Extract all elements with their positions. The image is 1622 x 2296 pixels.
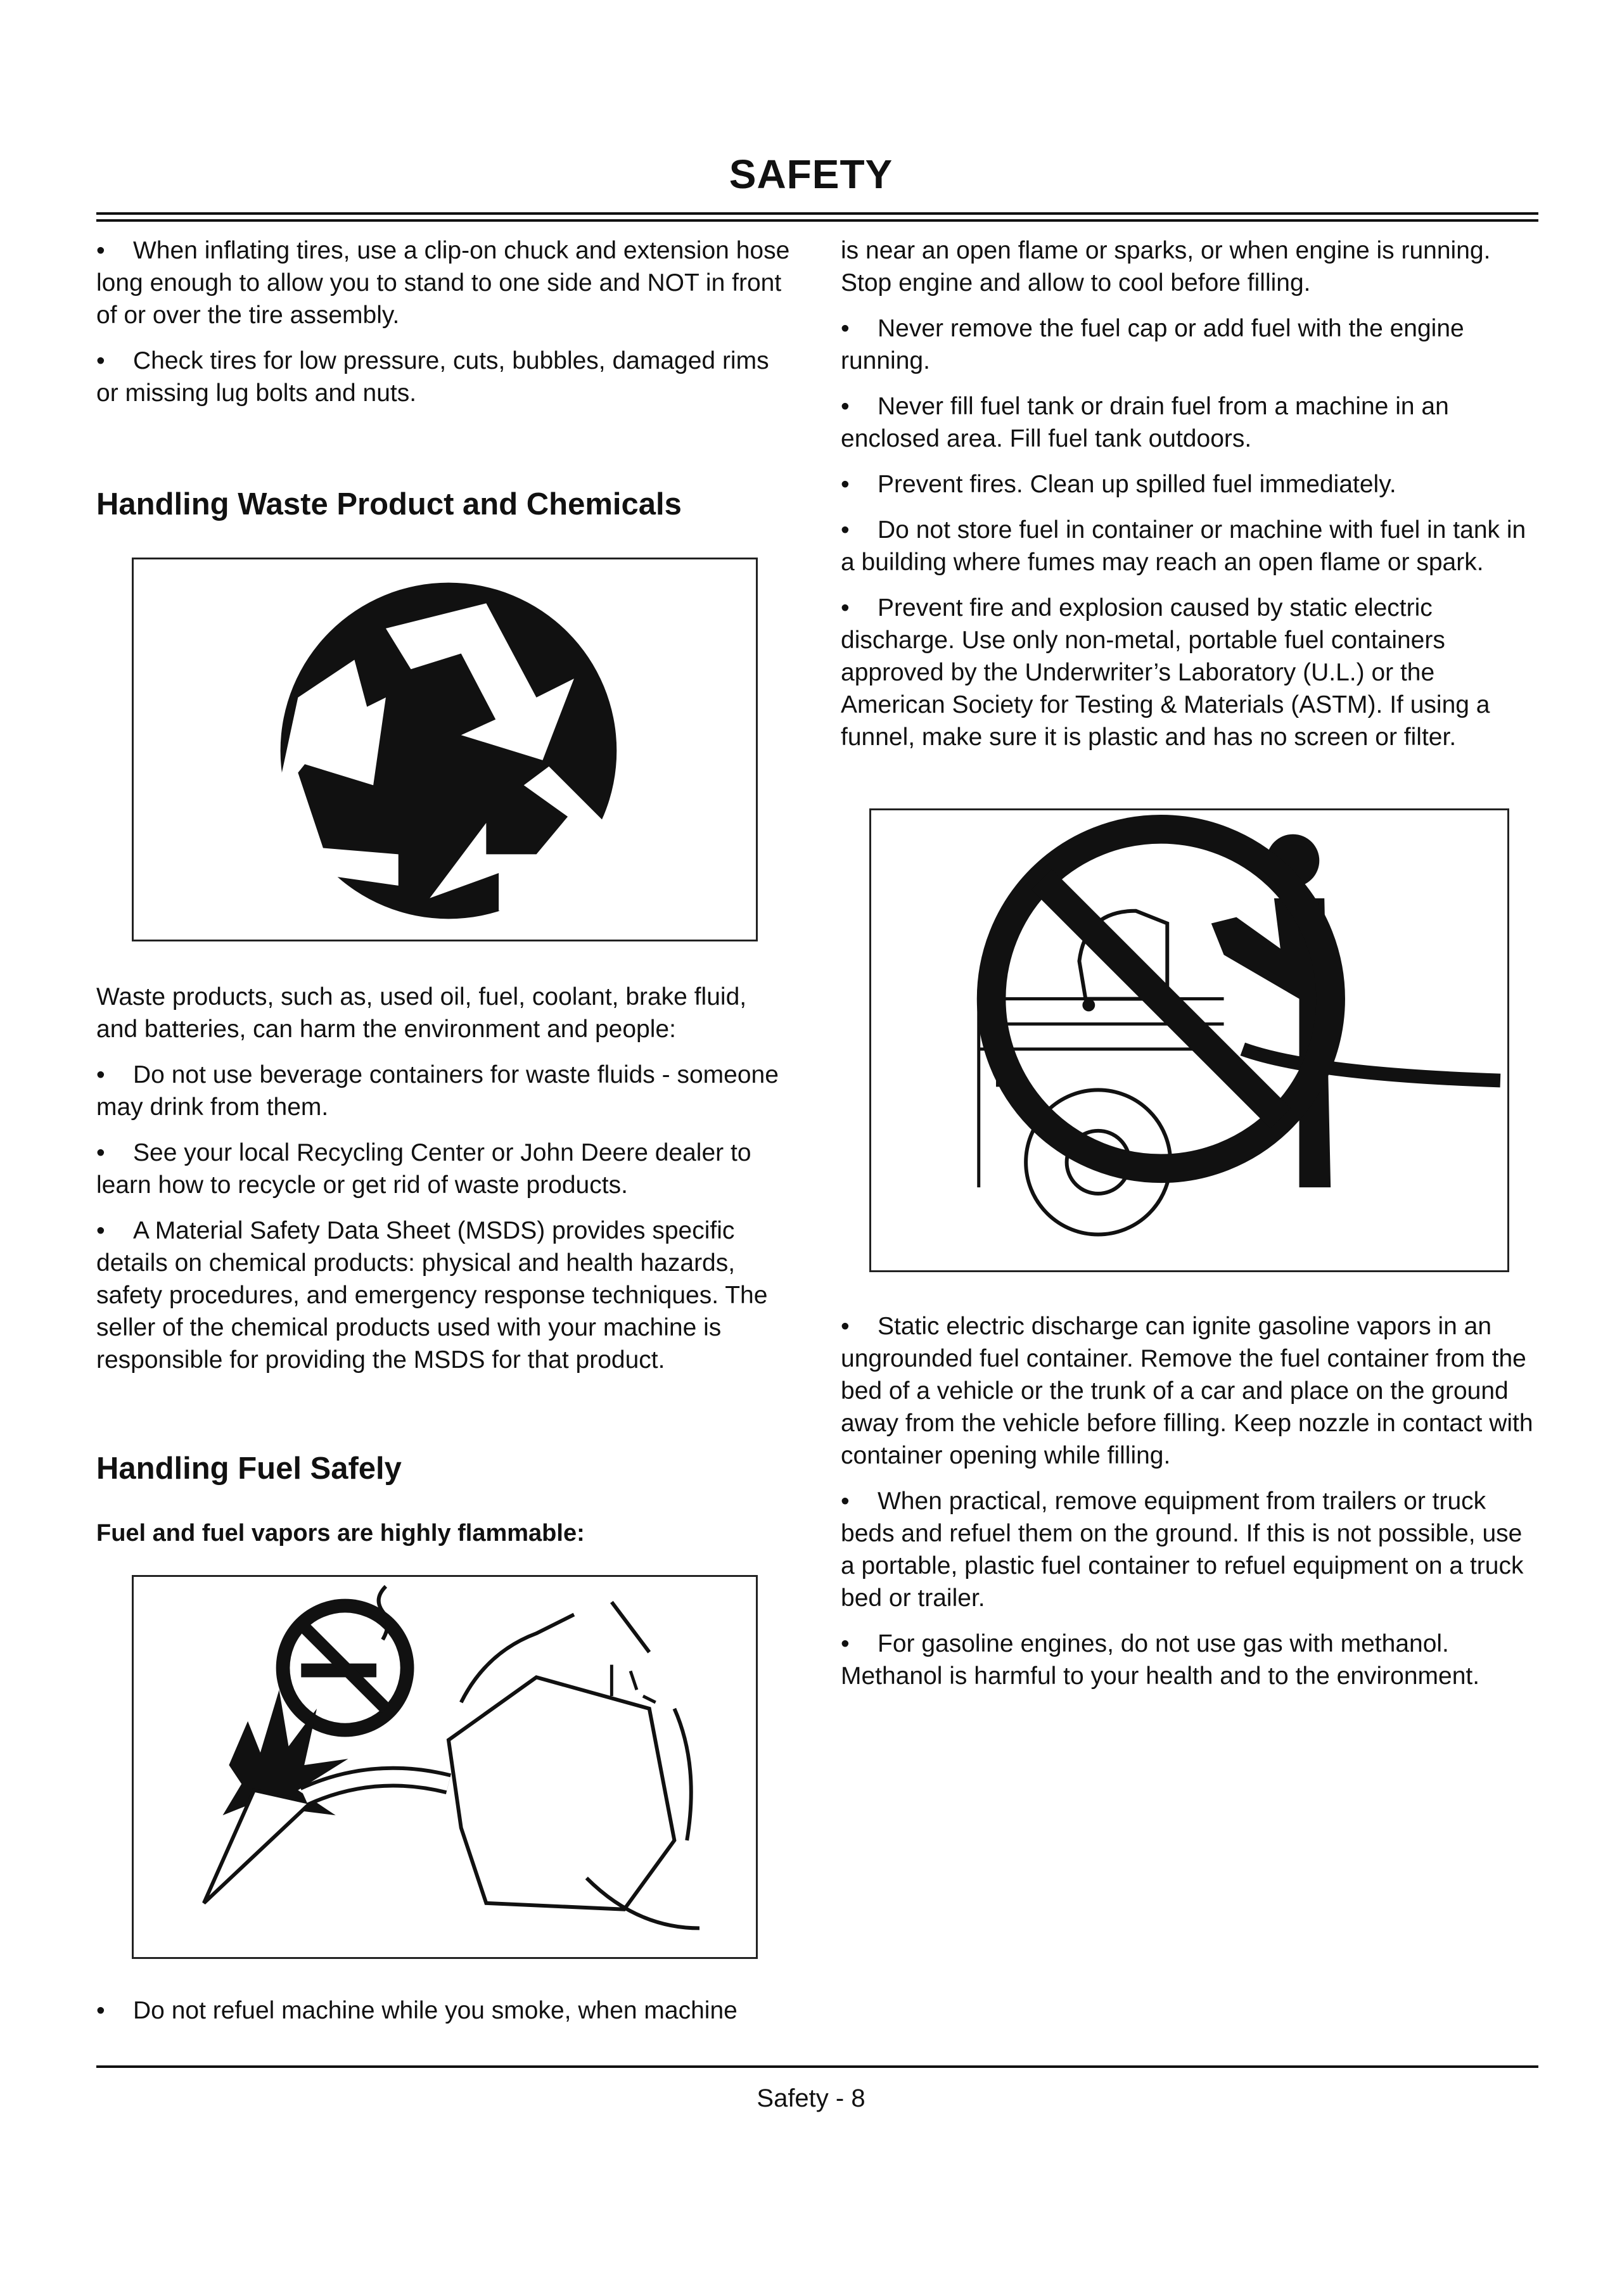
list-item: • Do not refuel machine while you smoke, when machine [96,1997,738,2024]
list-item: • When practical, remove equipment from trailers or truck beds and refuel them on the ground. If this is not possible, use a portable, plastic fuel container to refuel equipment on a truck bed or trailer. [841,1488,1524,1612]
waste-intro: Waste products, such as, used oil, fuel, coolant, brake fluid, and batteries, can harm the environment and people: [96,983,747,1043]
left-column [96,234,792,423]
recycle-icon [134,559,756,940]
list-item: • Check tires for low pressure, cuts, bubbles, damaged rims or missing lug bolts and nuts. [96,347,769,407]
list-item: • Prevent fires. Clean up spilled fuel immediately. [841,471,1396,498]
right-column [841,234,1536,767]
list-item: • Static electric discharge can ignite gasoline vapors in an ungrounded fuel container. Remove the fuel container from the bed of a vehicle or the trunk of a car and place on the ground away from the vehicle before filling. Keep nozzle in contact with container opening while filling. [841,1313,1533,1469]
footer-divider [96,2065,1538,2068]
list-item: • See your local Recycling Center or John Deere dealer to learn how to recycle or get rid of waste products. [96,1139,751,1199]
right-column-lower [841,1310,1536,1706]
section-heading-waste: Handling Waste Product and Chemicals [96,487,682,521]
list-item: • Never remove the fuel cap or add fuel with the engine running. [841,315,1464,374]
section-heading-fuel: Handling Fuel Safely [96,1451,402,1486]
no-smoking-icon [276,1586,414,1737]
list-item: • Never fill fuel tank or drain fuel from a machine in an enclosed area. Fill fuel tank outdoors. [841,393,1449,452]
fuel-subheading: Fuel and fuel vapors are highly flammable: [96,1520,585,1547]
header-divider [96,212,1538,222]
list-item: • Do not store fuel in container or machine with fuel in tank in a building where fumes may reach an open flame or spark. [841,516,1526,576]
list-item: • Do not use beverage containers for waste fluids - someone may drink from them. [96,1061,779,1121]
page-title: SAFETY [729,151,893,197]
continuation-text: is near an open flame or sparks, or when engine is running. Stop engine and allow to cool before filling. [841,237,1491,297]
list-item: • Prevent fire and explosion caused by static electric discharge. Use only non-metal, portable fuel containers approved by the Underwriter’s Laboratory (U.L.) or the American Society for Testing & Materials (ASTM). If using a funnel, make sure it is plastic and has no screen or filter. [841,594,1490,751]
truck-refuel-figure [869,808,1509,1272]
recycle-figure [132,558,758,941]
list-item: • When inflating tires, use a clip-on chuck and extension hose long enough to allow you to stand to one side and NOT in front of or over the tire assembly. [96,237,790,329]
list-item: • For gasoline engines, do not use gas with methanol. Methanol is harmful to your health and to the environment. [841,1630,1480,1690]
refuel-figure [132,1575,758,1959]
refuel-fire-illustration [134,1577,756,1957]
waste-text [96,981,792,1389]
page-number: Safety - 8 [757,2084,865,2112]
list-item: • A Material Safety Data Sheet (MSDS) provides specific details on chemical products: physical and health hazards, safety procedures, and emergency response techniques. The seller of the chemical products used with your machine is responsible for providing the MSDS for that product. [96,1217,768,1374]
no-refuel-on-truck-icon [871,810,1507,1270]
